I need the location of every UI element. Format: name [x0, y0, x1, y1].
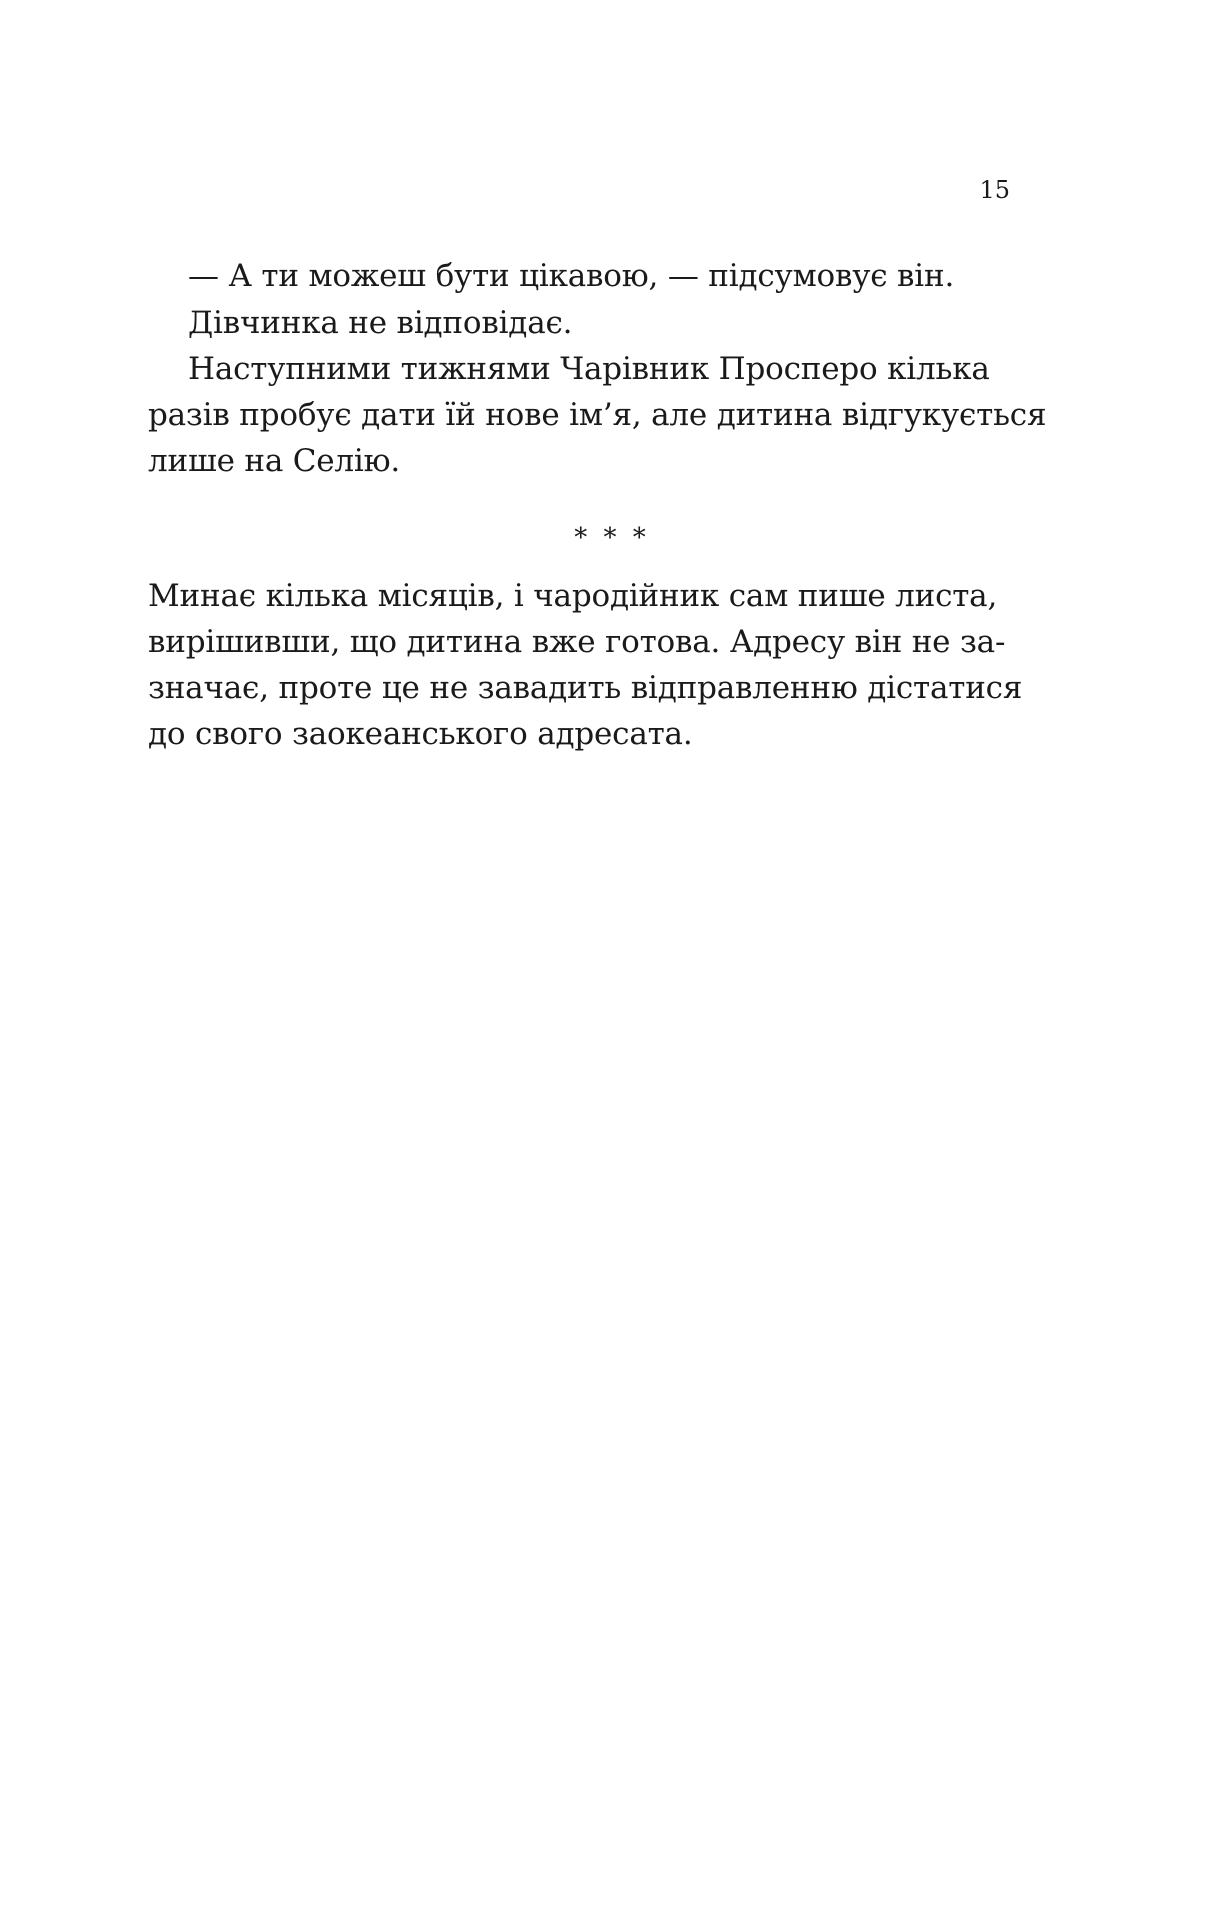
text-line: Дівчинка не відповідає. [188, 305, 573, 341]
text-line: — А ти можеш бути цікавою, — підсумовує він. [188, 258, 955, 294]
text-line: вирішивши, що дитина вже готова. Адресу він не за- [148, 624, 1006, 660]
section-separator: * * * [574, 523, 650, 553]
text-line: до свого заокеанського адресата. [148, 716, 693, 752]
text-line: разів пробує дати їй нове ім’я, але дитина відгукується [148, 397, 1047, 433]
text-line: значає, проте це не завадить відправленню дістатися [148, 670, 1023, 706]
text-line: лише на Селію. [148, 443, 401, 479]
text-line: Минає кілька місяців, і чародійник сам пише листа, [148, 578, 998, 614]
text-line: Наступними тижнями Чарівник Просперо кілька [188, 351, 990, 387]
page-number: 15 [979, 176, 1010, 204]
